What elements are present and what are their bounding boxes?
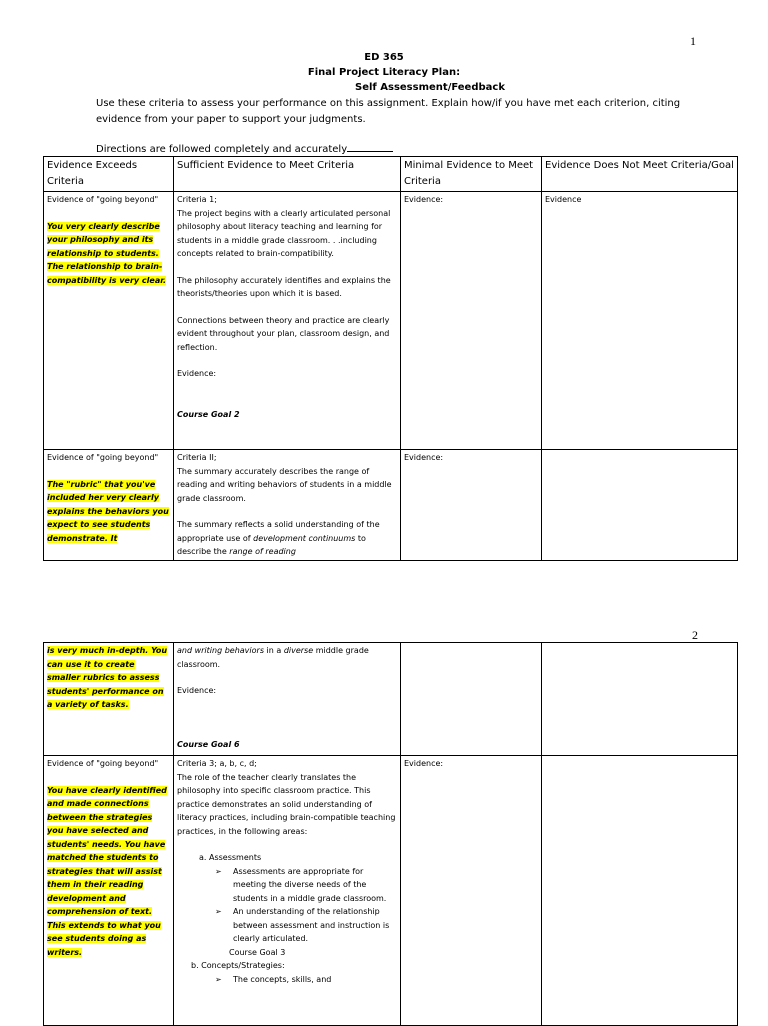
page-number: 2 xyxy=(692,628,698,642)
criteria-title: Criteria 3; a, b, c, d; xyxy=(177,759,257,768)
criteria-paragraph xyxy=(177,644,397,671)
table-header-row xyxy=(44,157,738,192)
directions-blank xyxy=(347,141,393,152)
criteria-table-page2 xyxy=(43,642,738,1026)
going-beyond-label: Evidence of "going beyond" xyxy=(47,759,159,768)
criteria-paragraph: The role of the teacher clearly translates the philosophy into specific classroom practice. This practice demonstrates an solid understanding of literacy practices, including brain-compatible teaching practices, in the following areas: xyxy=(177,772,396,836)
sufficient-cell xyxy=(174,450,401,561)
intro-line-2: evidence from your paper to support your judgments. xyxy=(96,114,366,125)
sufficient-cell xyxy=(174,643,401,756)
header-minimal: Minimal Evidence to Meet Criteria xyxy=(401,157,542,192)
text-run-italic: range of reading xyxy=(229,547,296,556)
list-item: ➢ Assessments are appropriate for meeting the diverse needs of the students in a middle grade classroom. xyxy=(233,865,397,906)
criteria-paragraph: The summary accurately describes the range of reading and writing behaviors of students in a middle grade classroom. xyxy=(177,466,392,503)
course-goal-3: Course Goal 3 xyxy=(229,947,286,957)
course-goal: Course Goal 6 xyxy=(177,739,240,749)
bullet-list xyxy=(177,973,397,987)
text-run-italic: development continuums xyxy=(253,533,356,543)
minimal-cell xyxy=(401,643,542,756)
criteria-paragraph: The philosophy accurately identifies and explains the theorists/theories upon which it is based. xyxy=(177,275,391,298)
does-not-meet-cell xyxy=(542,643,738,756)
does-not-meet-cell xyxy=(542,756,738,1026)
sufficient-cell xyxy=(174,756,401,1026)
directions-line xyxy=(96,141,393,155)
does-not-meet-cell: Evidence xyxy=(542,192,738,450)
table-row xyxy=(44,450,738,561)
header-does-not-meet: Evidence Does Not Meet Criteria/Goal xyxy=(542,157,738,192)
list-item: ➢ An understanding of the relationship between assessment and instruction is clearly articulated. xyxy=(233,905,397,946)
text-run-italic: and writing behaviors xyxy=(177,646,264,655)
criteria-title: Criteria II; xyxy=(177,453,217,462)
feedback-highlight: You very clearly describe your philosophy and its relationship to students. The relationship to brain-compatibility is very clear. xyxy=(47,221,167,285)
course-code: ED 365 xyxy=(364,52,404,63)
feedback-highlight: The "rubric" that you've included her very clearly explains the behaviors you expect to see students demonstrate. It xyxy=(47,479,169,543)
intro-line-1: Use these criteria to assess your performance on this assignment. Explain how/if you have met each criterion, citing xyxy=(96,98,681,109)
text-run: middle grade classroom. xyxy=(177,646,369,669)
feedback-highlight: is very much in-depth. You can use it to create smaller rubrics to assess students' performance on a variety of tasks. xyxy=(47,646,168,709)
header-exceeds: Evidence Exceeds Criteria xyxy=(44,157,174,192)
text-run: in a xyxy=(263,646,284,655)
table-row xyxy=(44,192,738,450)
exceeds-cell xyxy=(44,450,174,561)
text-run: The summary reflects a solid understanding of the appropriate use of xyxy=(177,520,380,543)
text-run-italic: diverse xyxy=(283,646,314,655)
does-not-meet-cell xyxy=(542,450,738,561)
criteria-title: Criteria 1; xyxy=(177,195,217,204)
list-item: ➢ The concepts, skills, and xyxy=(233,973,397,987)
exceeds-cell xyxy=(44,756,174,1026)
list-item-b: b. Concepts/Strategies: xyxy=(191,961,285,970)
criteria-table-page1 xyxy=(43,156,738,561)
criteria-paragraph: The project begins with a clearly articulated personal philosophy about literacy teaching and learning for students in a middle grade classroom. . .including concepts related to brain-compatibility. xyxy=(177,208,391,258)
course-goal: Course Goal 2 xyxy=(177,409,240,419)
directions-text: Directions are followed completely and accurately xyxy=(96,144,348,155)
header-sufficient: Sufficient Evidence to Meet Criteria xyxy=(174,157,401,192)
evidence-label: Evidence: xyxy=(177,369,217,378)
table-row xyxy=(44,756,738,1026)
criteria-paragraph: Connections between theory and practice are clearly evident throughout your plan, classroom design, and reflection. xyxy=(177,315,390,352)
going-beyond-label: Evidence of "going beyond" xyxy=(47,453,159,462)
list-item-a: a. Assessments xyxy=(199,853,262,862)
minimal-cell: Evidence: xyxy=(401,756,542,1026)
criteria-paragraph xyxy=(177,518,397,559)
bullet-list xyxy=(177,865,397,946)
going-beyond-label: Evidence of "going beyond" xyxy=(47,195,159,204)
doc-subtitle: Self Assessment/Feedback xyxy=(355,82,505,93)
minimal-cell: Evidence: xyxy=(401,450,542,561)
page-number: 1 xyxy=(690,34,696,48)
feedback-highlight: You have clearly identified and made connections between the strategies you have selected and students' needs. You have matched the students to strategies that will assist them in their reading development and comprehension of text. This extends to what you see students doing as writers. xyxy=(47,785,167,957)
exceeds-cell xyxy=(44,643,174,756)
minimal-cell: Evidence: xyxy=(401,192,542,450)
text-run: to describe the xyxy=(177,533,366,556)
doc-title: Final Project Literacy Plan: xyxy=(307,67,461,78)
sufficient-cell xyxy=(174,192,401,450)
evidence-label: Evidence: xyxy=(177,686,217,695)
exceeds-cell xyxy=(44,192,174,450)
table-row xyxy=(44,643,738,756)
